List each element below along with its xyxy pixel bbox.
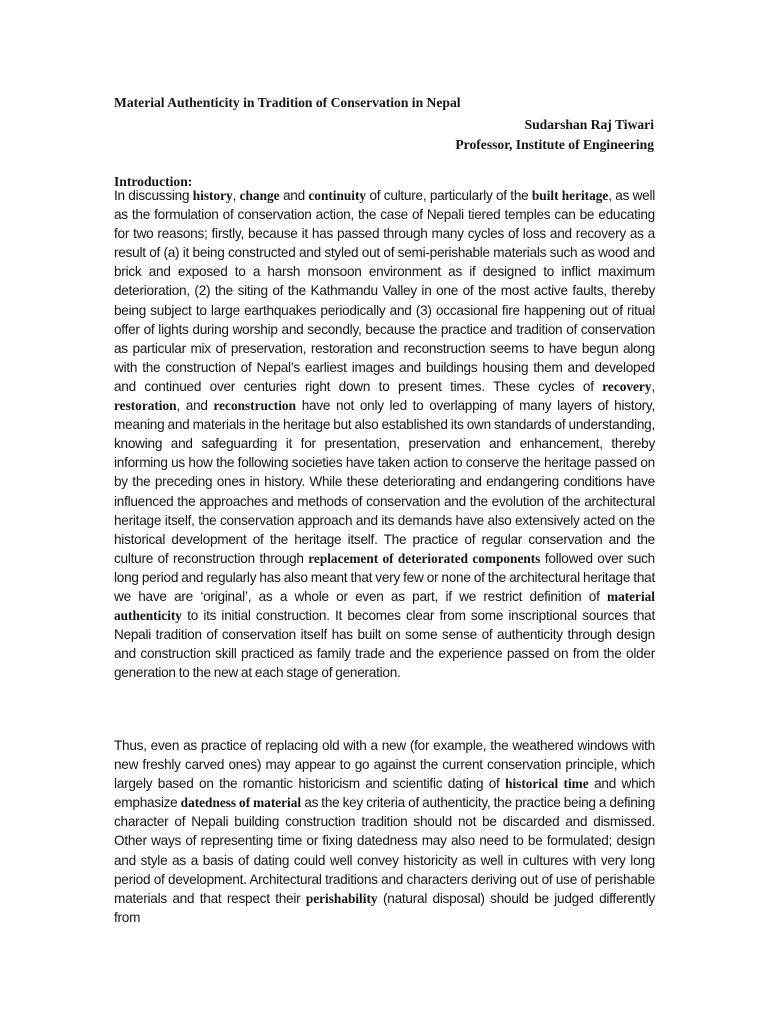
body-text-run: , and <box>176 398 214 414</box>
body-text-run: and <box>279 188 309 203</box>
keyword-term: perishability <box>305 890 378 906</box>
body-text-run: and which emphasize <box>114 776 656 811</box>
body-text-run: , as well as the formulation of conservation action, the case of Nepali tiered temples can be educating for two reasons; firstly, because it has passed through many cycles of loss and recovery as a result of (a) it being constructed and styled out of semi-perishable materials such as wood and brick and exposed to a harsh monsoon environment as if designed to inflict maximum deterioration, (2) the siting of the Kathmandu Valley in one of the most active faults, thereby being subject to large earthquakes periodically and (3) occasional fire happening out of ritual offer of lights during worship and secondly, because the practice and tradition of conservation as particular mix of preservation, restoration and reconstruction seems to have begun along with the construction of Nepal’s earliest images and buildings housing them and developed and continued over centuries right down to present times. These cycles of <box>114 188 656 394</box>
body-text-run: Thus, even as practice of replacing old with a new (for example, the weathered windows with new freshly carved ones) may appear to go against the current conservation principle, which largely based on the romantic historicism and scientific dating of <box>114 738 655 792</box>
keyword-term: change <box>239 188 280 203</box>
body-text-run: have not only led to overlapping of many layers of history, meaning and materials in the heritage but also established its own standards of understanding, knowing and safeguarding it for presentation, preservation and enhancement, thereby informing us how the following societies have taken action to conserve the heritage passed on by the preceding ones in history. While these deteriorating and endangering conditions have influenced the approaches and methods of conservation and the evolution of the architectural heritage itself, the conservation approach and its demands have also extensively acted on the historical development of the heritage itself. The practice of regular conservation and the culture of reconstruction through <box>114 398 655 566</box>
keyword-term: continuity <box>308 188 367 203</box>
body-text-run: of culture, particularly of the <box>366 188 532 203</box>
body-text-run: as the key criteria of authenticity, the practice being a defining character of Nepali building construction tradition should not be discarded and dismissed. Other ways of representing time or fixing datedness may also need to be formulated; design and style as a basis of dating could well convey historicity as well in cultures with very long period of development. Architectural traditions and characters deriving out of use of perishable materials and that respect their <box>114 795 656 906</box>
keyword-term: restoration <box>114 398 177 414</box>
keyword-term: history <box>192 188 233 203</box>
body-text-run: to its initial construction. It becomes clear from some inscriptional sources that Nepali tradition of conservation itself has built on some sense of authenticity through design and construction skill practiced as family trade and the experience passed on from the older generation to the new at each stage of generation. <box>114 608 655 681</box>
keyword-term: material authenticity <box>114 588 655 624</box>
author-affiliation: Professor, Institute of Engineering <box>455 137 654 152</box>
keyword-term: reconstruction <box>213 398 296 414</box>
author-name: Sudarshan Raj Tiwari <box>524 117 654 132</box>
keyword-term: recovery <box>602 378 652 394</box>
paper-title: Material Authenticity in Tradition of Conservation in Nepal <box>114 95 461 110</box>
paragraph-continuation <box>114 736 655 927</box>
body-text-run: (natural disposal) should be judged differently from <box>114 890 656 925</box>
paragraph-intro <box>114 186 655 682</box>
body-text-run: In discussing <box>114 188 193 203</box>
body-text-run: followed over such long period and regularly has also meant that very few or none of the architectural heritage that we have are ‘original’, as a whole or even as part, if we restrict definition of <box>114 550 655 604</box>
keyword-term: replacement of deteriorated components <box>308 550 541 566</box>
keyword-term: datedness of material <box>180 795 302 811</box>
keyword-term: built heritage <box>531 188 609 203</box>
section-heading: Introduction: <box>114 174 193 189</box>
body-text-run: , <box>232 188 240 203</box>
body-text-run: , <box>651 378 655 394</box>
keyword-term: historical time <box>505 776 589 792</box>
